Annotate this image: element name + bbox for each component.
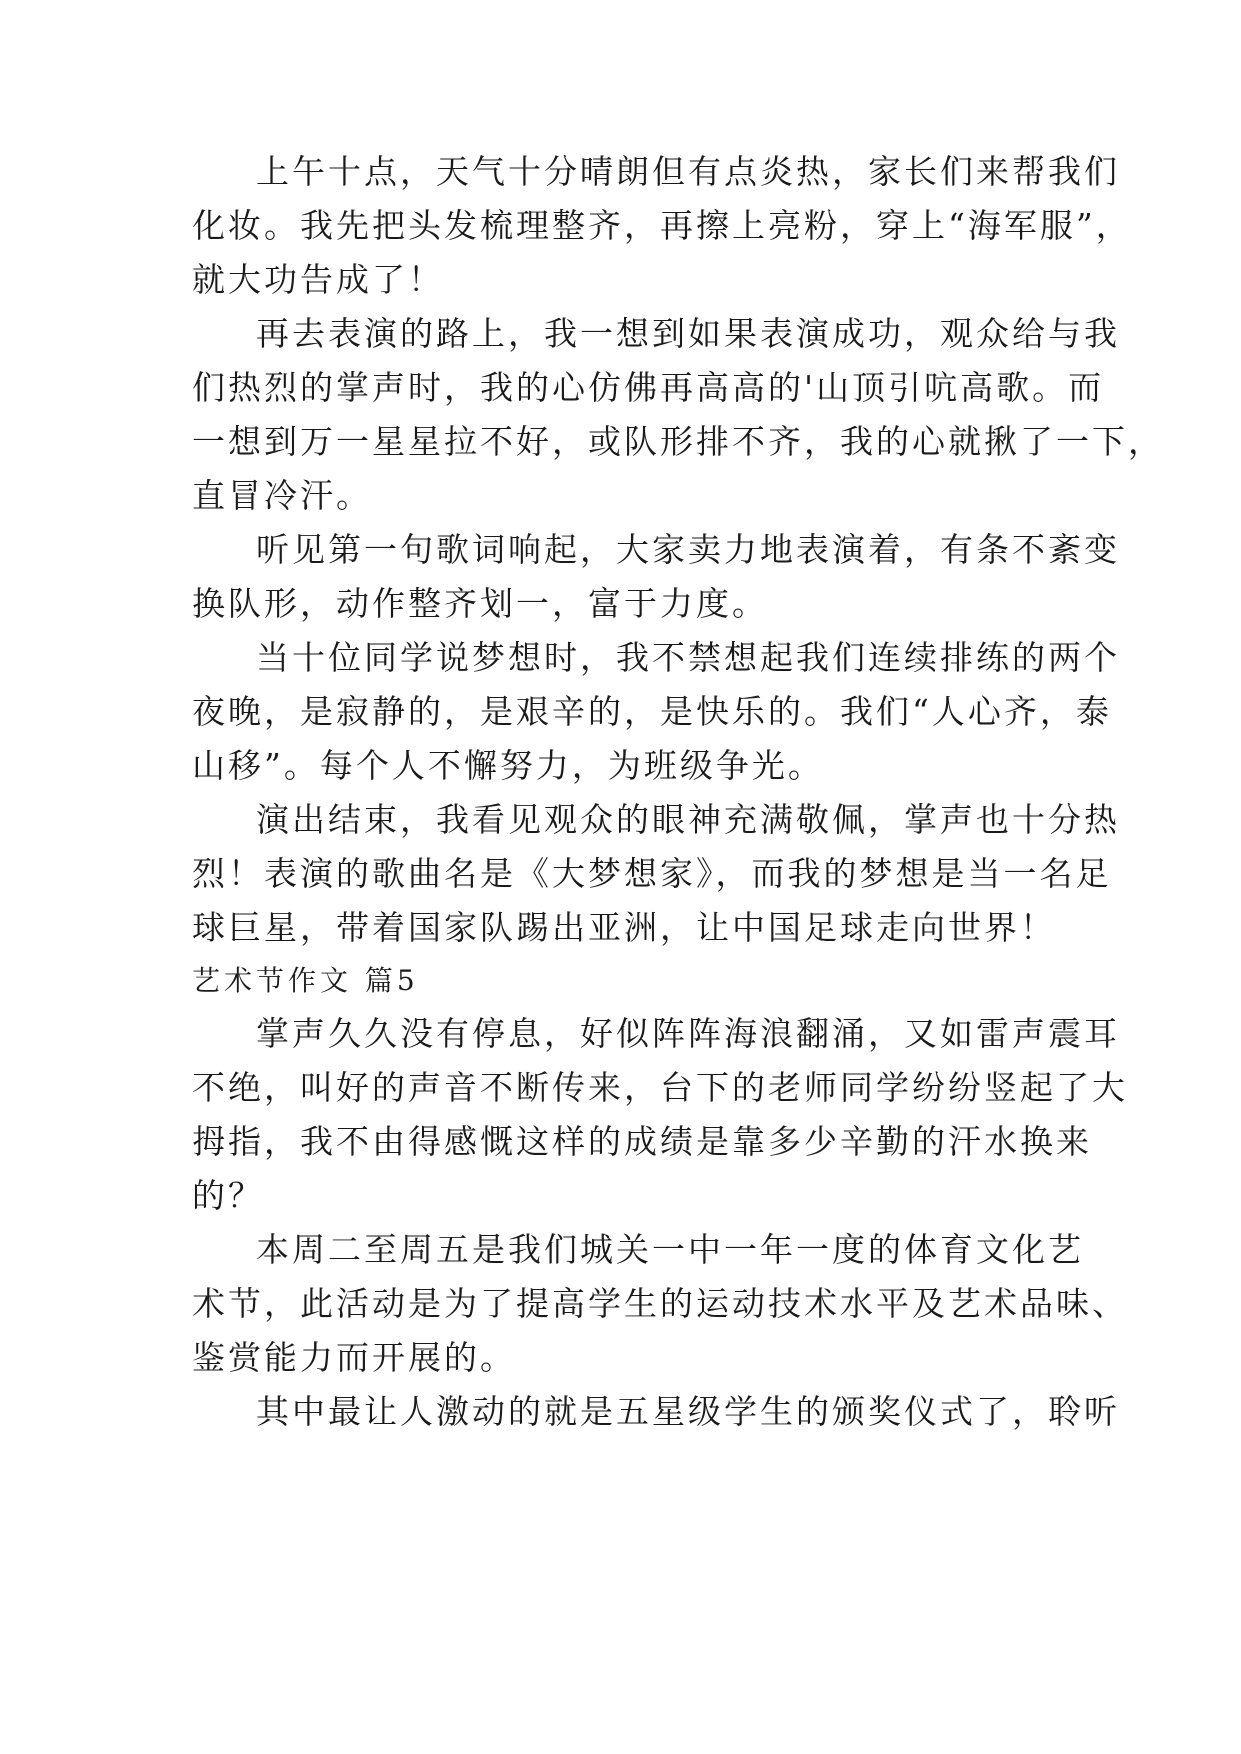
paragraph-line: 其中最让人激动的就是五星级学生的颁奖仪式了，聆听 xyxy=(256,1392,1120,1431)
paragraph-line: 换队形，动作整齐划一，富于力度。 xyxy=(192,584,768,623)
paragraph-line: 直冒冷汗。 xyxy=(192,476,372,515)
paragraph-line: 化妆。我先把头发梳理整齐，再擦上亮粉，穿上“海军服”， xyxy=(192,206,1132,245)
paragraph-line: 演出结束，我看见观众的眼神充满敬佩，掌声也十分热 xyxy=(256,800,1120,839)
paragraph-line: 掌声久久没有停息，好似阵阵海浪翻涌，又如雷声震耳 xyxy=(256,1014,1120,1053)
paragraph-line: 山移”。每个人不懈努力，为班级争光。 xyxy=(192,746,824,785)
paragraph-line: 听见第一句歌词响起，大家卖力地表演着，有条不紊变 xyxy=(256,530,1120,569)
paragraph-line: 再去表演的路上，我一想到如果表演成功，观众给与我 xyxy=(256,314,1120,353)
paragraph-line: 的？ xyxy=(192,1176,264,1215)
paragraph-line: 一想到万一星星拉不好，或队形排不齐，我的心就揪了一下， xyxy=(192,422,1164,461)
section-heading: 艺术节作文 篇5 xyxy=(192,964,419,997)
paragraph-line: 当十位同学说梦想时，我不禁想起我们连续排练的两个 xyxy=(256,638,1120,677)
paragraph-line: 夜晚，是寂静的，是艰辛的，是快乐的。我们“人心齐，泰 xyxy=(192,692,1112,731)
paragraph-line: 不绝，叫好的声音不断传来，台下的老师同学纷纷竖起了大 xyxy=(192,1068,1128,1107)
paragraph-line: 就大功告成了！ xyxy=(192,260,444,299)
paragraph-line: 们热烈的掌声时，我的心仿佛再高高的'山顶引吭高歌。而 xyxy=(192,368,1105,407)
paragraph-line: 拇指，我不由得感慨这样的成绩是靠多少辛勤的汗水换来 xyxy=(192,1122,1092,1161)
paragraph-line: 术节，此活动是为了提高学生的运动技术水平及艺术品味、 xyxy=(192,1284,1128,1323)
paragraph-line: 球巨星，带着国家队踢出亚洲，让中国足球走向世界！ xyxy=(192,908,1056,947)
paragraph-line: 鉴赏能力而开展的。 xyxy=(192,1338,516,1377)
paragraph-line: 本周二至周五是我们城关一中一年一度的体育文化艺 xyxy=(256,1230,1084,1269)
paragraph-line: 上午十点，天气十分晴朗但有点炎热，家长们来帮我们 xyxy=(256,152,1120,191)
paragraph-line: 烈！表演的歌曲名是《大梦想家》，而我的梦想是当一名足 xyxy=(192,854,1112,893)
